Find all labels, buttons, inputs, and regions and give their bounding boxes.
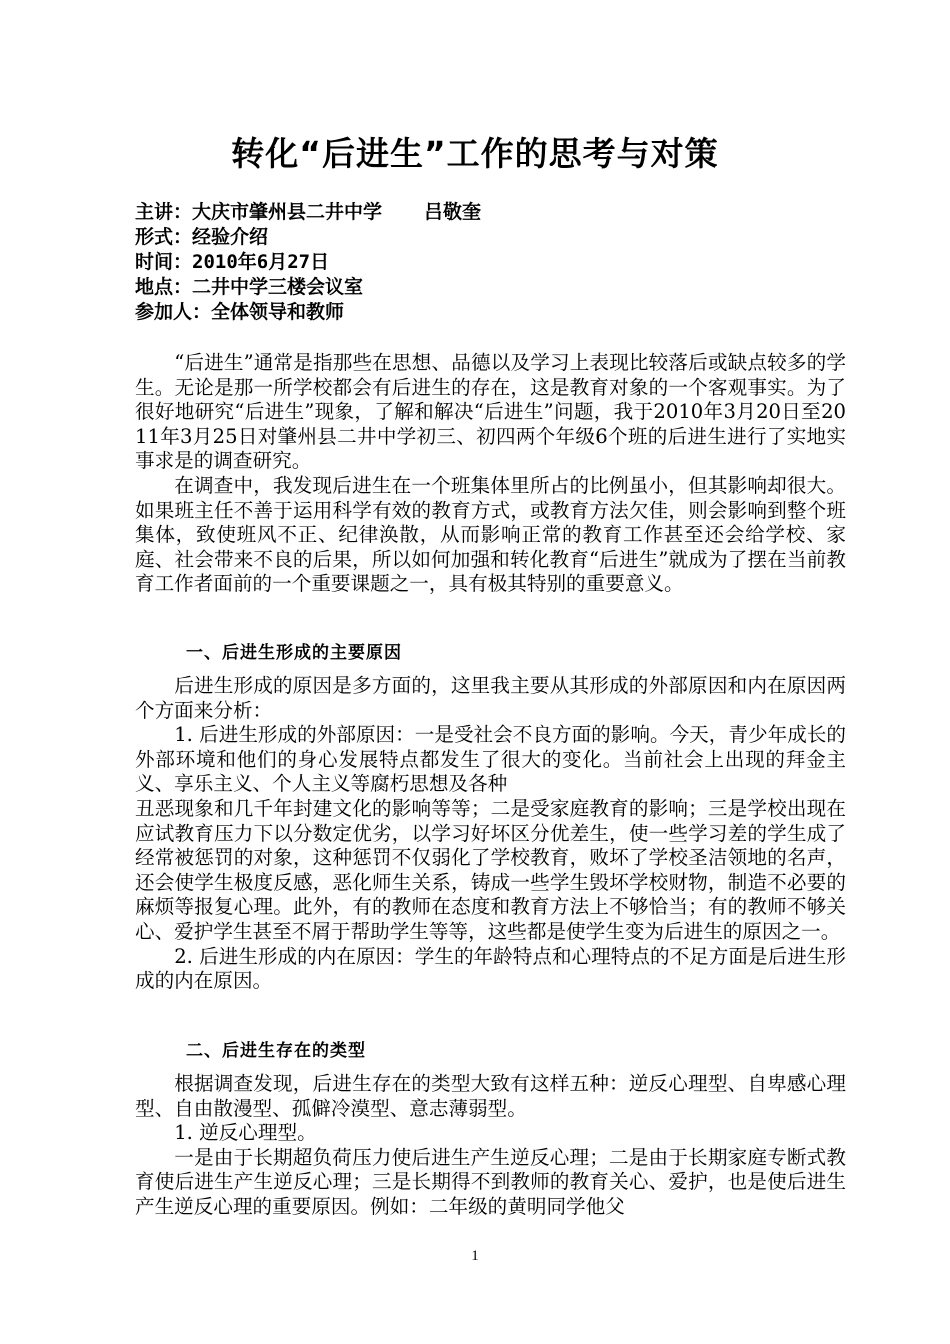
section-heading: 一、后进生形成的主要原因 bbox=[186, 643, 402, 663]
page-number: 1 bbox=[471, 1248, 479, 1264]
section1-body bbox=[135, 674, 846, 994]
body-paragraph: 根据调查发现，后进生存在的类型大致有这样五种：逆反心理型、自卑感心理型、自由散漫型、孤僻冷漠型、意志薄弱型。 bbox=[135, 1072, 846, 1120]
speaker-name: 吕敬奎 bbox=[424, 201, 482, 223]
body-paragraph: 2. 后进生形成的内在原因：学生的年龄特点和心理特点的不足方面是后进生形成的内在原因。 bbox=[135, 944, 846, 993]
format-line: 形式：经验介绍 bbox=[135, 226, 269, 248]
place-line: 地点：二井中学三楼会议室 bbox=[135, 276, 364, 298]
body-paragraph: 后进生形成的原因是多方面的，这里我主要从其形成的外部原因和内在原因两个方面来分析： bbox=[135, 674, 846, 722]
time-line: 时间：2010年6月27日 bbox=[135, 251, 330, 273]
body-paragraph: 一是由于长期超负荷压力使后进生产生逆反心理；二是由于长期家庭专断式教育使后进生产生逆反心理；三是长期得不到教师的教育关心、爱护，也是使后进生产生逆反心理的重要原因。例如：二年级的黄明同学他父 bbox=[135, 1145, 846, 1218]
speaker-label: 主讲： bbox=[135, 201, 193, 223]
body-paragraph: 1. 后进生形成的外部原因：一是受社会不良方面的影响。今天，青少年成长的外部环境和他们的身心发展特点都发生了很大的变化。当前社会上出现的拜金主义、享乐主义、个人主义等腐朽思想及各种 bbox=[135, 723, 846, 796]
intro-paragraph: 在调查中，我发现后进生在一个班集体里所占的比例虽小，但其影响却很大。如果班主任不善于运用科学有效的教育方式，或教育方法欠佳，则会影响到整个班集体，致使班风不正、纪律涣散，从而影响正常的教育工作甚至还会给学校、家庭、社会带来不良的后果，所以如何加强和转化教育“后进生”就成为了摆在当前教育工作者面前的一个重要课题之一，具有极其特别的重要意义。 bbox=[135, 473, 846, 596]
body-paragraph: 丑恶现象和几千年封建文化的影响等等；二是受家庭教育的影响；三是学校出现在应试教育压力下以分数定优劣，以学习好坏区分优差生，使一些学习差的学生成了经常被惩罚的对象，这种惩罚不仅弱化了学校教育，败坏了学校圣洁领地的名声，还会使学生极度反感，恶化师生关系，铸成一些学生毁坏学校财物，制造不必要的麻烦等报复心理。此外，有的教师在态度和教育方法上不够恰当；有的教师不够关心、爱护学生甚至不屑于帮助学生等等，这些都是使学生变为后进生的原因之一。 bbox=[135, 796, 846, 943]
body-paragraph: 1. 逆反心理型。 bbox=[174, 1121, 317, 1145]
section-heading: 二、后进生存在的类型 bbox=[186, 1041, 366, 1061]
attendees-line: 参加人：全体领导和教师 bbox=[135, 301, 345, 323]
speaker-line bbox=[135, 200, 855, 225]
meta-block bbox=[135, 200, 855, 325]
intro-section bbox=[135, 351, 846, 597]
section2-body bbox=[135, 1072, 846, 1220]
speaker-org: 大庆市肇州县二井中学 bbox=[192, 201, 383, 223]
document-title: 转化“后进生”工作的思考与对策 bbox=[231, 134, 719, 173]
intro-paragraph: “后进生”通常是指那些在思想、品德以及学习上表现比较落后或缺点较多的学生。无论是那一所学校都会有后进生的存在，这是教育对象的一个客观事实。为了很好地研究“后进生”现象，了解和解决“后进生”问题，我于2010年3月20日至2011年3月25日对肇州县二井中学初三、初四两个年级6个班的后进生进行了实地实事求是的调查研究。 bbox=[135, 351, 846, 473]
